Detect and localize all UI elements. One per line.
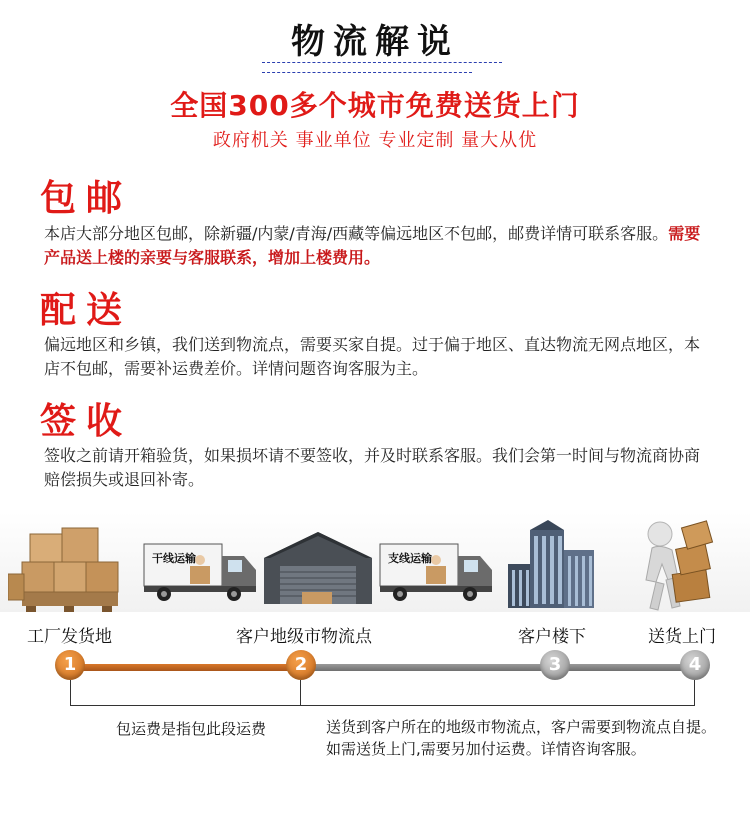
truck1-sign: 干线运输 bbox=[152, 552, 196, 565]
section-text-delivery: 偏远地区和乡镇，我们送到物流点，需要买家自提。过于偏于地区、直达物流无网点地区，本店不包邮，需要补运费差价。详情问题咨询客服为主。 bbox=[44, 335, 701, 378]
note-pickup-info: 送货到客户所在的地级市物流点，客户需要到物流点自提。如需送货上门,需要另加付运费。详情咨询客服。 bbox=[326, 718, 717, 758]
stage-label-door-delivery: 送货上门 bbox=[648, 627, 716, 647]
bracket-line bbox=[300, 680, 301, 706]
buildings-icon bbox=[504, 520, 604, 608]
truck-icon bbox=[142, 540, 260, 602]
section-text-signing: 签收之前请开箱验货，如果损坏请不要签收，并及时联系客服。我们会第一时间与物流商协商赔偿损失或退回补寄。 bbox=[44, 446, 701, 489]
note-shipping-cost: 包运费是指包此段运费 bbox=[116, 720, 267, 738]
step-1-badge: 1 bbox=[55, 650, 85, 680]
section-title-delivery: 配送 bbox=[40, 290, 133, 331]
step-2-badge: 2 bbox=[286, 650, 316, 680]
bracket-line bbox=[70, 680, 71, 706]
bracket-bar bbox=[70, 705, 694, 706]
title-divider bbox=[262, 62, 502, 63]
section-text-free-shipping bbox=[44, 222, 714, 270]
section-title-free-shipping: 包邮 bbox=[40, 178, 133, 219]
warehouse-icon bbox=[262, 528, 374, 606]
stage-label-downstairs: 客户楼下 bbox=[518, 627, 586, 647]
boxes-icon bbox=[8, 522, 128, 614]
truck2-sign: 支线运输 bbox=[388, 552, 432, 565]
section-title-signing: 签收 bbox=[40, 401, 133, 442]
page-title: 物流解说 bbox=[291, 22, 459, 62]
stage-label-factory: 工厂发货地 bbox=[27, 627, 112, 647]
timeline-segment-highlight bbox=[62, 664, 302, 671]
step-3-badge: 3 bbox=[540, 650, 570, 680]
free-shipping-highlight: 需要产品送上楼的亲要与客服联系，增加上楼费用。 bbox=[44, 224, 701, 267]
title-divider-short bbox=[262, 72, 472, 73]
stage-label-city-logistics: 客户地级市物流点 bbox=[236, 627, 372, 647]
truck-icon bbox=[378, 540, 496, 602]
free-shipping-text: 本店大部分地区包邮，除新疆/内蒙/青海/西藏等偏远地区不包邮，邮费详情可联系客服。 bbox=[44, 224, 669, 243]
subheadline: 政府机关 事业单位 专业定制 量大从优 bbox=[212, 130, 538, 151]
bracket-line bbox=[694, 680, 695, 706]
step-4-badge: 4 bbox=[680, 650, 710, 680]
delivery-person-icon bbox=[638, 520, 728, 614]
headline: 全国300多个城市免费送货上门 bbox=[170, 89, 580, 122]
